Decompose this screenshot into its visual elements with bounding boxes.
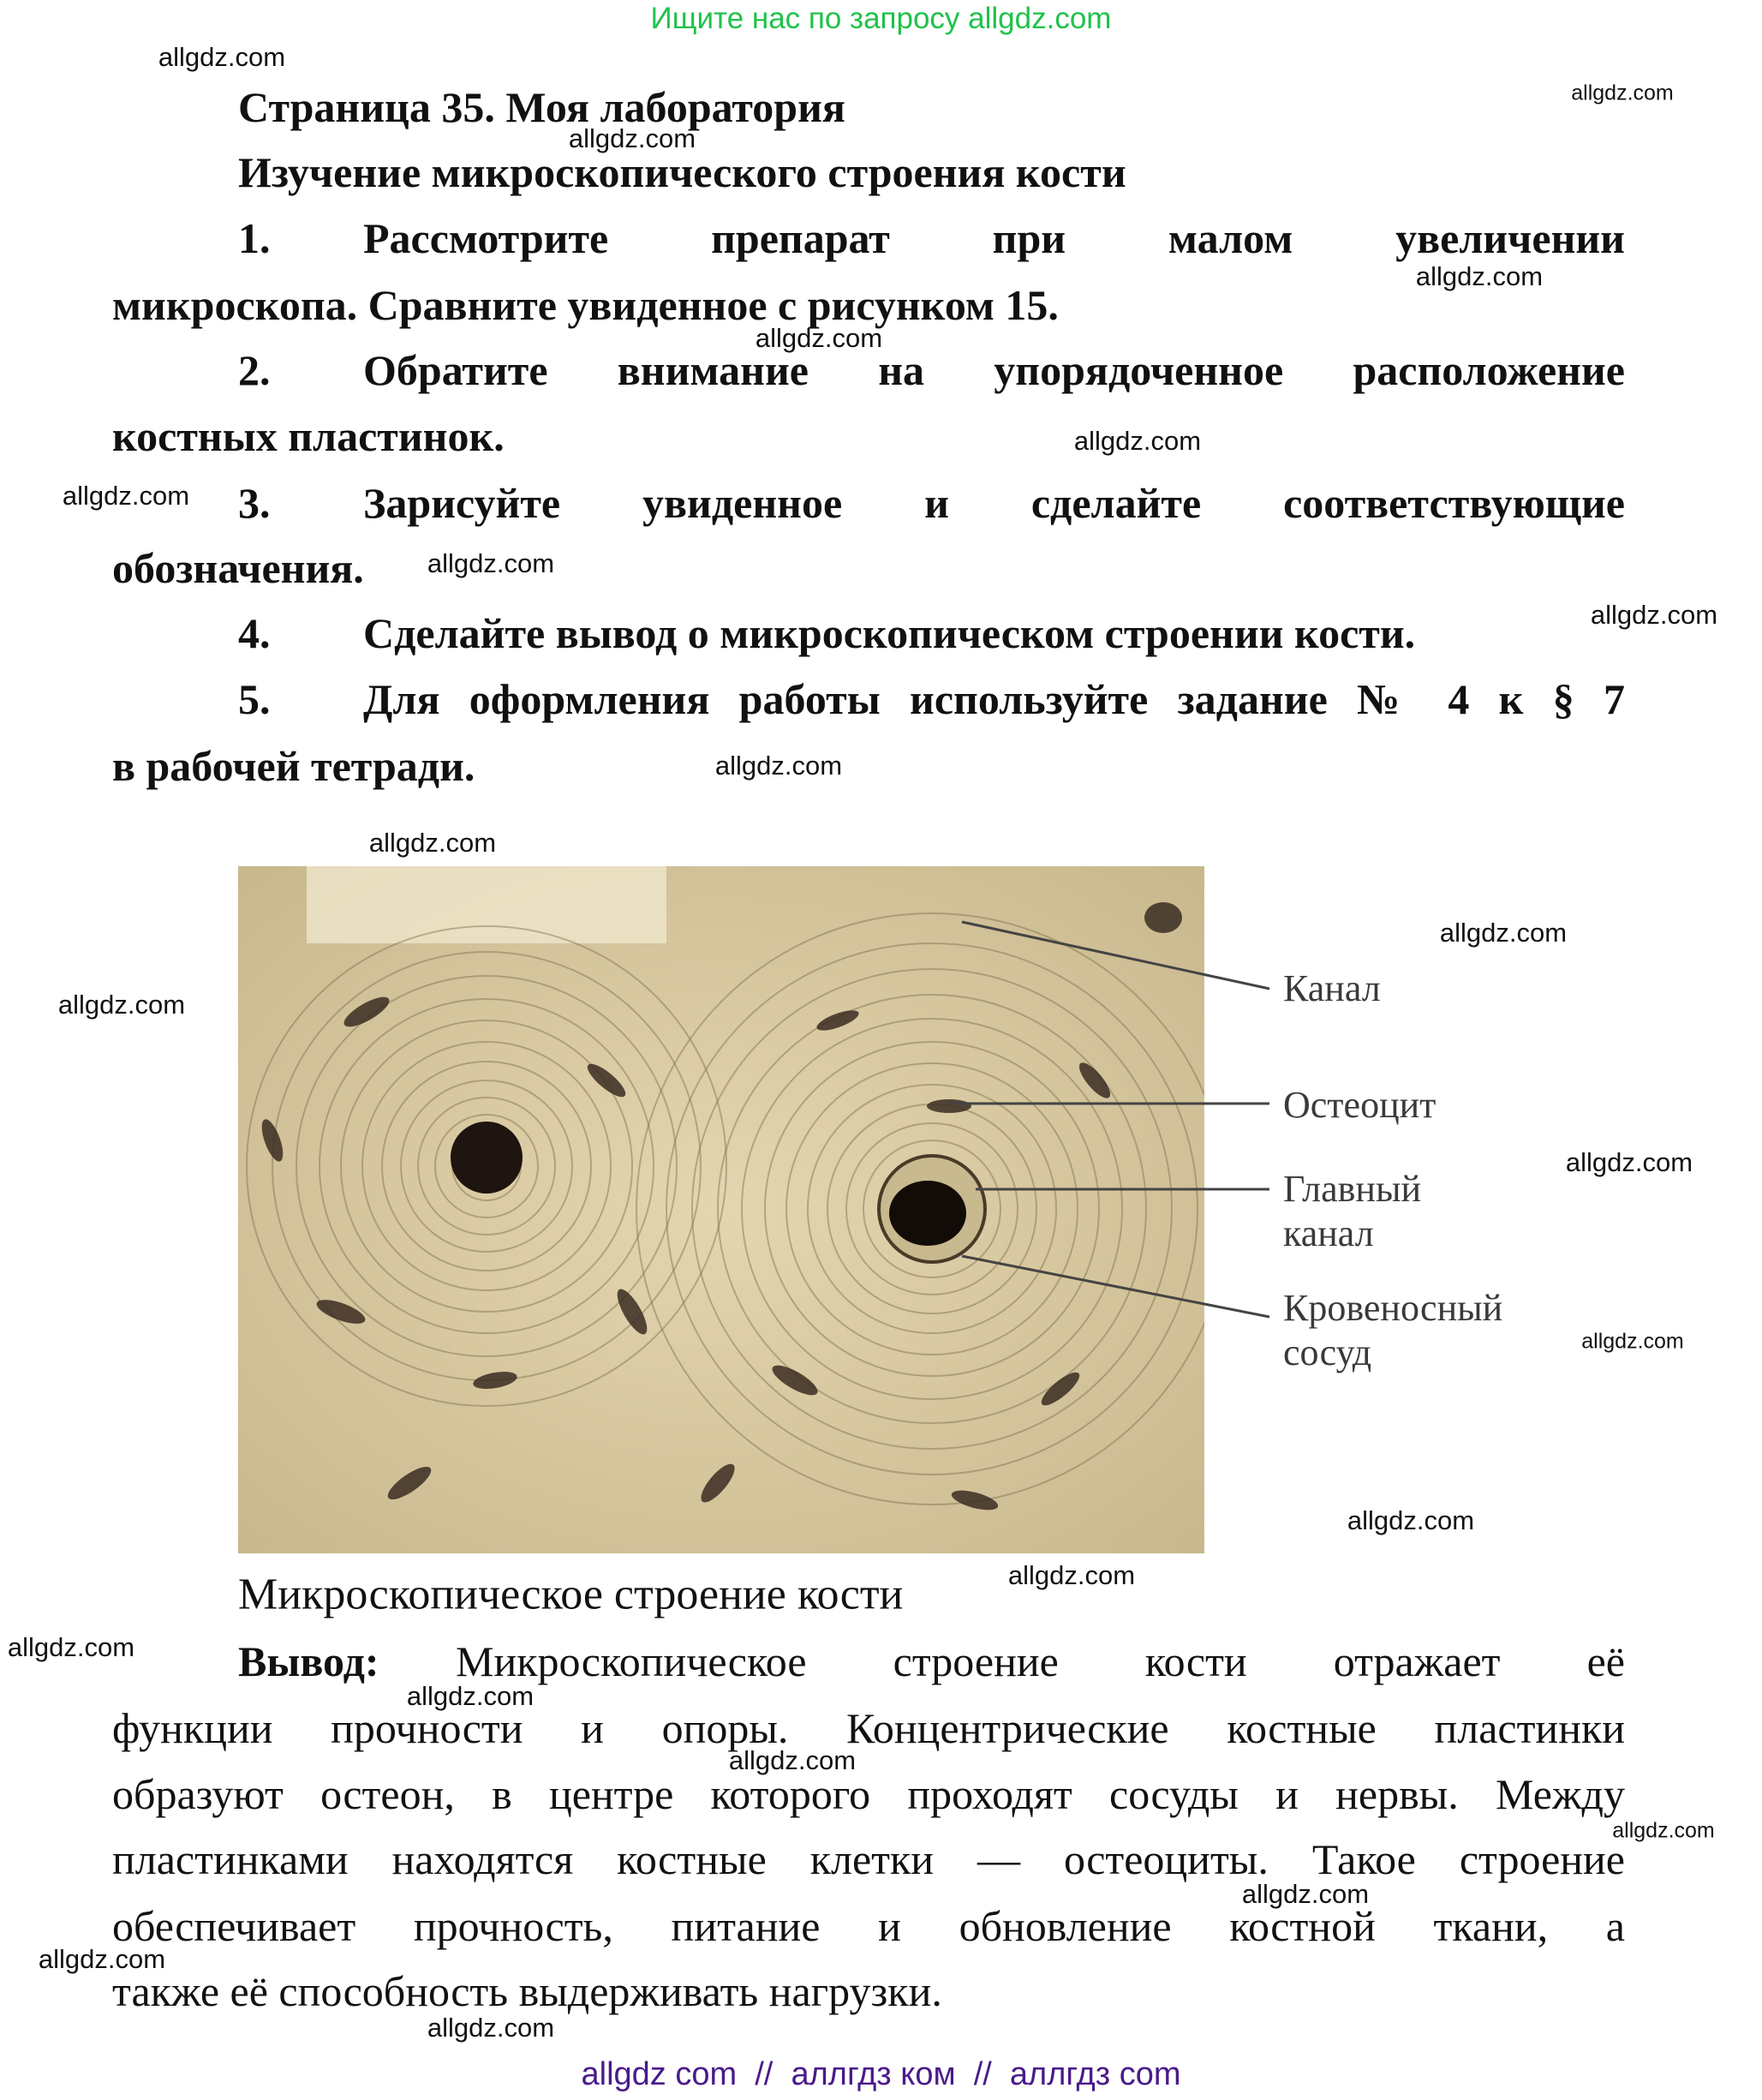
central-canal-left xyxy=(451,1122,523,1194)
watermark: allgdz.com xyxy=(7,1632,135,1662)
conclusion-line: Микроскопическое строение кости отражает её xyxy=(456,1637,1625,1685)
watermark: allgdz.com xyxy=(1073,426,1202,456)
watermark: allgdz.com xyxy=(427,2013,555,2043)
step-text: Для оформления работы используйте задание № 4 к § 7 xyxy=(363,675,1625,723)
watermark: allgdz.com xyxy=(57,990,186,1020)
watermark: allgdz.com xyxy=(158,42,286,72)
watermark: allgdz.com xyxy=(714,751,843,781)
watermark: allgdz.com xyxy=(728,1745,857,1775)
central-canal-right xyxy=(889,1181,966,1246)
conclusion-line: функции прочности и опоры. Концентрические костные пластинки xyxy=(112,1704,1625,1752)
figure-caption: Микроскопическое строение кости xyxy=(238,1570,904,1619)
step-text: Сделайте вывод о микроскопическом строении кости. xyxy=(363,609,1416,657)
step-text: микроскопа. Сравните увиденное с рисунком 15. xyxy=(112,281,1059,329)
watermark: allgdz.com xyxy=(1571,81,1674,105)
watermark: allgdz.com xyxy=(1612,1818,1715,1843)
watermark: allgdz.com xyxy=(1415,261,1544,291)
watermark: allgdz.com xyxy=(1241,1879,1370,1909)
step-text: в рабочей тетради. xyxy=(112,742,475,790)
label-vessel-line2: сосуд xyxy=(1283,1331,1372,1373)
step-number: 3. xyxy=(238,479,271,527)
label-vessel-line1: Кровеносный xyxy=(1283,1287,1503,1329)
step-number: 2. xyxy=(238,346,271,394)
label-main-canal-line2: канал xyxy=(1283,1212,1374,1254)
step-text: Зарисуйте увиденное и сделайте соответствующие xyxy=(363,479,1625,527)
label-main-canal-line1: Главный xyxy=(1283,1168,1422,1210)
step-text: Рассмотрите препарат при малом увеличении xyxy=(363,214,1625,262)
footer-links[interactable]: allgdz com // аллгдз ком // аллгдз com xyxy=(581,2056,1181,2092)
bone-micrograph xyxy=(238,866,1204,1553)
watermark: allgdz.com xyxy=(406,1681,535,1711)
watermark: allgdz.com xyxy=(368,828,497,858)
watermark: allgdz.com xyxy=(62,481,190,511)
step-number: 4. xyxy=(238,609,271,657)
label-canal: Канал xyxy=(1283,967,1381,1009)
watermark: allgdz.com xyxy=(1565,1147,1693,1177)
step-number: 1. xyxy=(238,214,271,262)
page-title: Страница 35. Моя лаборатория xyxy=(238,83,845,131)
conclusion-line: пластинками находятся костные клетки — остеоциты. Такое строение xyxy=(112,1835,1625,1883)
watermark: allgdz.com xyxy=(427,548,555,578)
conclusion-line: также её способность выдерживать нагрузки. xyxy=(112,1967,942,2015)
step-text: обозначения. xyxy=(112,544,364,592)
watermark: allgdz.com xyxy=(568,123,696,153)
watermark: allgdz.com xyxy=(1590,600,1718,630)
label-osteocyte: Остеоцит xyxy=(1283,1084,1436,1126)
watermark: allgdz.com xyxy=(1347,1505,1475,1535)
step-text: Обратите внимание на упорядоченное расположение xyxy=(363,346,1625,394)
step-text: костных пластинок. xyxy=(112,412,505,460)
conclusion-line: образуют остеон, в центре которого проходят сосуды и нервы. Между xyxy=(112,1770,1625,1818)
step-number: 5. xyxy=(238,675,271,723)
watermark: allgdz.com xyxy=(38,1944,166,1974)
page-subtitle: Изучение микроскопического строения кости xyxy=(238,148,1126,196)
conclusion-label: Вывод: xyxy=(238,1637,379,1685)
watermark: allgdz.com xyxy=(1439,918,1568,948)
watermark: allgdz.com xyxy=(1581,1329,1684,1354)
watermark: allgdz.com xyxy=(755,323,883,353)
conclusion-line: обеспечивает прочность, питание и обновление костной ткани, а xyxy=(112,1902,1625,1950)
top-banner: Ищите нас по запросу allgdz.com xyxy=(650,2,1112,35)
watermark: allgdz.com xyxy=(1007,1560,1136,1590)
